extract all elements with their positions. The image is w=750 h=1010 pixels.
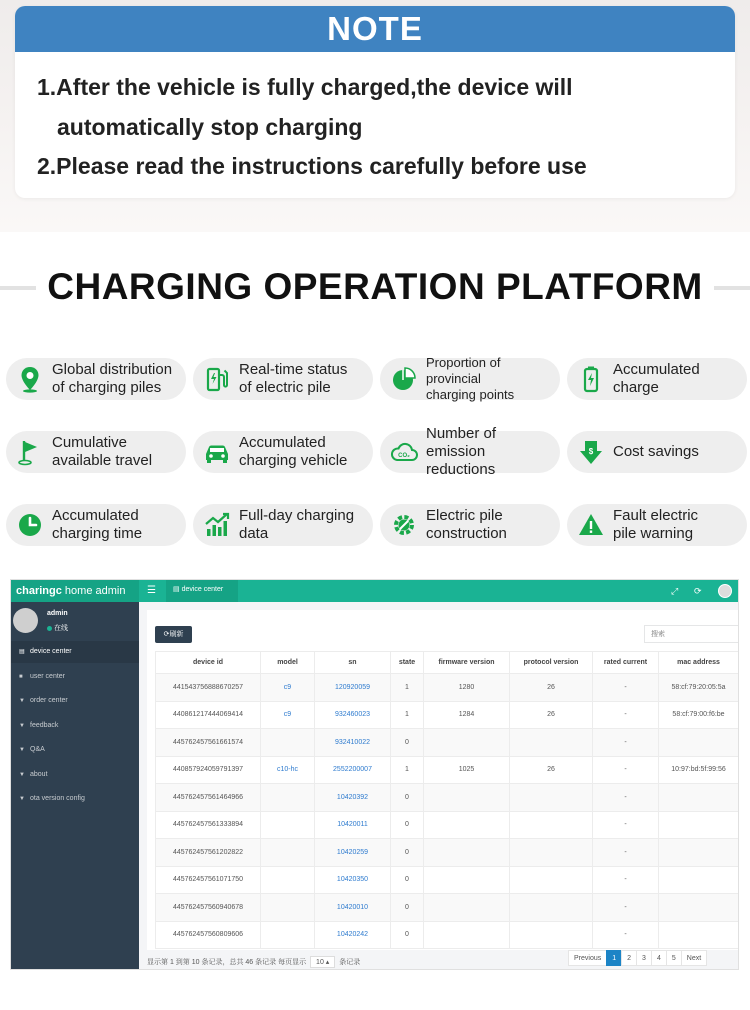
sidebar-item-device-center[interactable]: ▤ device center xyxy=(11,641,139,663)
table-cell: 2552200007 xyxy=(315,756,391,784)
feature-label: Accumulated charge xyxy=(613,361,700,396)
feature-label: Fault electric pile warning xyxy=(613,507,699,542)
page-size-select[interactable]: 10 ▴ xyxy=(310,956,335,968)
column-header[interactable]: device id xyxy=(156,652,261,674)
warning-icon xyxy=(575,509,607,541)
table-cell: - xyxy=(593,921,659,949)
table-cell xyxy=(424,921,510,949)
table-body xyxy=(156,674,739,949)
table-cell: 58:cf:79:20:05:5a xyxy=(659,674,739,702)
feature-pill xyxy=(567,504,747,546)
feature-label: Electric pile construction xyxy=(426,507,507,542)
column-header[interactable]: protocol version xyxy=(510,652,593,674)
table-cell xyxy=(424,729,510,757)
page-button[interactable]: 2 xyxy=(621,950,637,966)
flag-icon xyxy=(14,436,46,468)
table-row[interactable] xyxy=(156,866,739,894)
feature-pill xyxy=(193,504,373,546)
table-cell: 445762457561071750 xyxy=(156,866,261,894)
table-cell: 445762457561202822 xyxy=(156,839,261,867)
table-cell: 1 xyxy=(391,701,424,729)
column-header[interactable]: state xyxy=(391,652,424,674)
refresh-button[interactable]: ⟳刷新 xyxy=(155,626,192,643)
table-cell xyxy=(510,811,593,839)
user-icon: ■ xyxy=(19,674,23,680)
svg-text:CO₂: CO₂ xyxy=(398,453,410,459)
table-row[interactable] xyxy=(156,701,739,729)
table-cell: 0 xyxy=(391,729,424,757)
ev-charger-icon xyxy=(201,363,233,395)
table-cell: - xyxy=(593,894,659,922)
feature-pill xyxy=(193,431,373,473)
location-pin-icon xyxy=(14,363,46,395)
user-avatar-small[interactable] xyxy=(718,584,732,598)
table-cell: 0 xyxy=(391,839,424,867)
table-cell: 1280 xyxy=(424,674,510,702)
list-icon: ▤ xyxy=(19,649,25,655)
table-cell xyxy=(510,839,593,867)
feature-pill xyxy=(380,425,560,478)
table-cell: 26 xyxy=(510,756,593,784)
search-input[interactable] xyxy=(644,625,739,643)
table-cell xyxy=(659,784,739,812)
table-cell xyxy=(659,866,739,894)
feature-label: Number of emission reductions xyxy=(426,425,497,478)
menu-toggle-icon[interactable]: ☰ xyxy=(147,585,156,596)
feature-pill xyxy=(567,431,747,473)
table-cell xyxy=(261,784,315,812)
table-cell: - xyxy=(593,756,659,784)
table-cell xyxy=(659,811,739,839)
table-cell: 0 xyxy=(391,866,424,894)
feature-pill xyxy=(380,504,560,546)
table-row[interactable] xyxy=(156,894,739,922)
pagination xyxy=(569,950,707,966)
table-cell xyxy=(510,866,593,894)
table-cell xyxy=(261,839,315,867)
table-cell xyxy=(261,866,315,894)
table-cell: 0 xyxy=(391,811,424,839)
user-status: 在线 xyxy=(47,623,68,633)
pagination-info: 显示第 1 到第 10 条记录，总共 46 条记录 每页显示 10 ▴ 条记录 xyxy=(147,956,360,968)
sidebar-item-about[interactable]: ▼ about xyxy=(11,764,139,786)
table-cell: 120920059 xyxy=(315,674,391,702)
note-line-3: 2.Please read the instructions carefully before use xyxy=(37,153,587,179)
table-cell xyxy=(424,839,510,867)
table-cell: - xyxy=(593,811,659,839)
device-panel xyxy=(147,610,739,950)
table-cell: 445762457560809606 xyxy=(156,921,261,949)
column-header[interactable]: rated current xyxy=(593,652,659,674)
sidebar-item-ota-version-config[interactable]: ▼ ota version config xyxy=(11,788,139,810)
feature-label: Cost savings xyxy=(613,443,699,460)
previous-page-button[interactable]: Previous xyxy=(568,950,607,966)
admin-topbar xyxy=(11,580,739,602)
trend-bars-icon xyxy=(201,509,233,541)
table-cell: 1025 xyxy=(424,756,510,784)
clock-icon xyxy=(14,509,46,541)
table-cell: 445762457560940678 xyxy=(156,894,261,922)
note-header: NOTE xyxy=(15,6,735,52)
page-button[interactable]: 1 xyxy=(606,950,622,966)
table-cell xyxy=(510,784,593,812)
page-button[interactable]: 3 xyxy=(636,950,652,966)
table-cell: 0 xyxy=(391,921,424,949)
table-cell xyxy=(261,894,315,922)
feature-pill xyxy=(567,358,747,400)
table-cell xyxy=(261,811,315,839)
shield-icon: ▼ xyxy=(19,698,25,704)
refresh-top-icon[interactable]: ⟳ xyxy=(694,586,702,596)
admin-content xyxy=(139,602,739,970)
table-cell: 10420011 xyxy=(315,811,391,839)
table-cell: 1 xyxy=(391,756,424,784)
table-cell: 10420350 xyxy=(315,866,391,894)
table-cell: 440861217444069414 xyxy=(156,701,261,729)
table-cell: - xyxy=(593,729,659,757)
admin-brand: charingc home admin xyxy=(11,580,139,602)
feature-label: Real-time status of electric pile xyxy=(239,361,348,396)
page-button[interactable]: 5 xyxy=(666,950,682,966)
user-name: admin xyxy=(47,610,68,617)
table-cell xyxy=(510,894,593,922)
sidebar-user xyxy=(11,602,139,640)
table-cell xyxy=(510,729,593,757)
feature-label: Accumulated charging vehicle xyxy=(239,434,348,469)
table-cell xyxy=(424,894,510,922)
refresh-icon: ⟳ xyxy=(163,631,170,638)
platform-title: CHARGING OPERATION PLATFORM xyxy=(47,266,703,307)
table-cell: 445762457561464966 xyxy=(156,784,261,812)
table-cell xyxy=(659,921,739,949)
column-header[interactable]: sn xyxy=(315,652,391,674)
sidebar-item-qa[interactable]: ▼ Q&A xyxy=(11,739,139,761)
table-cell xyxy=(261,921,315,949)
shield-icon: ▼ xyxy=(19,747,25,753)
table-row[interactable] xyxy=(156,756,739,784)
table-row[interactable] xyxy=(156,811,739,839)
shield-icon: ▼ xyxy=(19,772,25,778)
table-cell: - xyxy=(593,839,659,867)
table-cell: 26 xyxy=(510,674,593,702)
note-line-1: 1.After the vehicle is fully charged,the device will xyxy=(37,74,573,100)
table-cell xyxy=(261,729,315,757)
shield-icon: ▼ xyxy=(19,796,25,802)
savings-arrow-icon xyxy=(575,436,607,468)
column-header[interactable]: mac address xyxy=(659,652,739,674)
caret-icon: ▴ xyxy=(325,959,330,966)
note-line-2: automatically stop charging xyxy=(57,114,363,140)
table-cell: c9 xyxy=(261,674,315,702)
table-row[interactable] xyxy=(156,839,739,867)
car-icon xyxy=(201,436,233,468)
feature-label: Full-day charging data xyxy=(239,507,355,542)
table-cell: 441543756888670257 xyxy=(156,674,261,702)
page-button[interactable]: 4 xyxy=(651,950,667,966)
table-cell: 1 xyxy=(391,674,424,702)
svg-text:$: $ xyxy=(588,447,594,456)
table-cell xyxy=(659,729,739,757)
table-cell: 445762457561333894 xyxy=(156,811,261,839)
pie-chart-icon xyxy=(388,363,420,395)
table-cell: 10420259 xyxy=(315,839,391,867)
table-cell: 10:97:bd:5f:99:56 xyxy=(659,756,739,784)
avatar xyxy=(13,608,38,633)
table-cell: 10420242 xyxy=(315,921,391,949)
tab-device-center[interactable]: ▤ device center xyxy=(166,580,238,602)
table-cell xyxy=(424,784,510,812)
table-cell: 932410022 xyxy=(315,729,391,757)
table-cell: - xyxy=(593,784,659,812)
feature-label: Cumulative available travel xyxy=(52,434,153,469)
feature-pill xyxy=(380,355,560,402)
table-cell: c10-hc xyxy=(261,756,315,784)
table-cell: 0 xyxy=(391,784,424,812)
co2-cloud-icon xyxy=(388,436,420,468)
column-header[interactable]: firmware version xyxy=(424,652,510,674)
next-page-button[interactable]: Next xyxy=(681,950,707,966)
table-cell xyxy=(659,894,739,922)
feature-pill xyxy=(6,504,186,546)
table-cell: - xyxy=(593,674,659,702)
table-cell xyxy=(424,866,510,894)
table-row[interactable] xyxy=(156,674,739,702)
sidebar-item-user-center[interactable]: ■ user center xyxy=(11,666,139,688)
table-cell xyxy=(424,811,510,839)
admin-screenshot xyxy=(10,579,739,970)
table-header-row xyxy=(156,652,739,674)
table-cell: 440857924059791397 xyxy=(156,756,261,784)
table-cell xyxy=(659,839,739,867)
feature-pill xyxy=(193,358,373,400)
table-cell: 0 xyxy=(391,894,424,922)
table-cell: 1284 xyxy=(424,701,510,729)
feature-label: Global distribution of charging piles xyxy=(52,361,173,396)
note-card xyxy=(15,6,735,198)
table-cell xyxy=(510,921,593,949)
device-table xyxy=(155,651,739,949)
online-dot-icon xyxy=(47,626,52,631)
admin-sidebar xyxy=(11,602,139,970)
table-row[interactable] xyxy=(156,921,739,949)
table-cell: c9 xyxy=(261,701,315,729)
fullscreen-icon[interactable]: ⤢ xyxy=(671,586,679,596)
sidebar-item-feedback[interactable]: ▼ feedback xyxy=(11,715,139,737)
table-cell: 10420392 xyxy=(315,784,391,812)
feature-label: Accumulated charging time xyxy=(52,507,143,542)
feature-pill xyxy=(6,431,186,473)
battery-charge-icon xyxy=(575,363,607,395)
column-header[interactable]: model xyxy=(261,652,315,674)
gear-construction-icon xyxy=(388,509,420,541)
table-cell: 58:cf:79:00:f6:be xyxy=(659,701,739,729)
table-row[interactable] xyxy=(156,784,739,812)
table-cell: - xyxy=(593,866,659,894)
table-cell: 445762457561661574 xyxy=(156,729,261,757)
table-row[interactable] xyxy=(156,729,739,757)
table-cell: 26 xyxy=(510,701,593,729)
table-cell: 932460023 xyxy=(315,701,391,729)
platform-title-block xyxy=(0,262,750,312)
sidebar-item-order-center[interactable]: ▼ order center xyxy=(11,690,139,712)
table-cell: 10420010 xyxy=(315,894,391,922)
table-cell: - xyxy=(593,701,659,729)
feature-label: Proportion of provincial charging points xyxy=(426,355,515,402)
shield-icon: ▼ xyxy=(19,723,25,729)
tab-icon: ▤ xyxy=(173,586,180,593)
feature-pill xyxy=(6,358,186,400)
